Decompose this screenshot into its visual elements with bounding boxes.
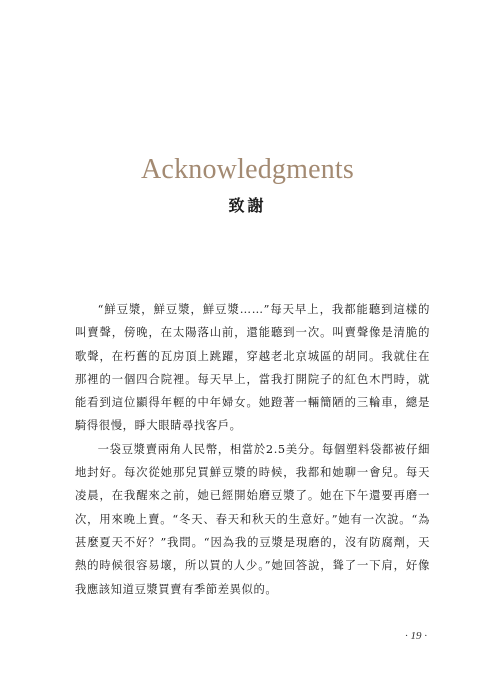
chapter-title-chinese: 致謝	[228, 196, 267, 215]
paragraph-2: 一袋豆漿賣兩角人民幣，相當於2.5美分。每個塑料袋都被仔細地封好。每次從她那兒買鮮豆漿的時候，我都和她聊一會兒。每天凌晨，在我醒來之前，她已經開始磨豆漿了。她在下午還要再磨一次，用來晚上賣。“冬天、春天和秋天的生意好。”她有一次說。“為甚麼夏天不好？”我問。“因為我的豆漿是現磨的，沒有防腐劑，天熱的時候很容易壞，所以買的人少。”她回答說，聳了一下肩，好像我應該知道豆漿買賣有季節差異似的。	[75, 442, 430, 596]
body-text	[75, 298, 430, 601]
chapter-title-english: Acknowledgments	[141, 154, 354, 185]
page-number: · 19 ·	[405, 630, 427, 642]
paragraph-1: “鮮豆漿，鮮豆漿，鮮豆漿……”每天早上，我都能聽到這樣的叫賣聲，傍晚，在太陽落山前，還能聽到一次。叫賣聲像是清脆的歌聲，在朽舊的瓦房頂上跳躍，穿越老北京城區的胡同。我就住在那裡的一個四合院裡。每天早上，當我打開院子的紅色木門時，就能看到這位顯得年輕的中年婦女。她蹬著一輛簡陋的三輪車，總是騎得很慢，睜大眼睛尋找客戶。	[75, 303, 430, 433]
